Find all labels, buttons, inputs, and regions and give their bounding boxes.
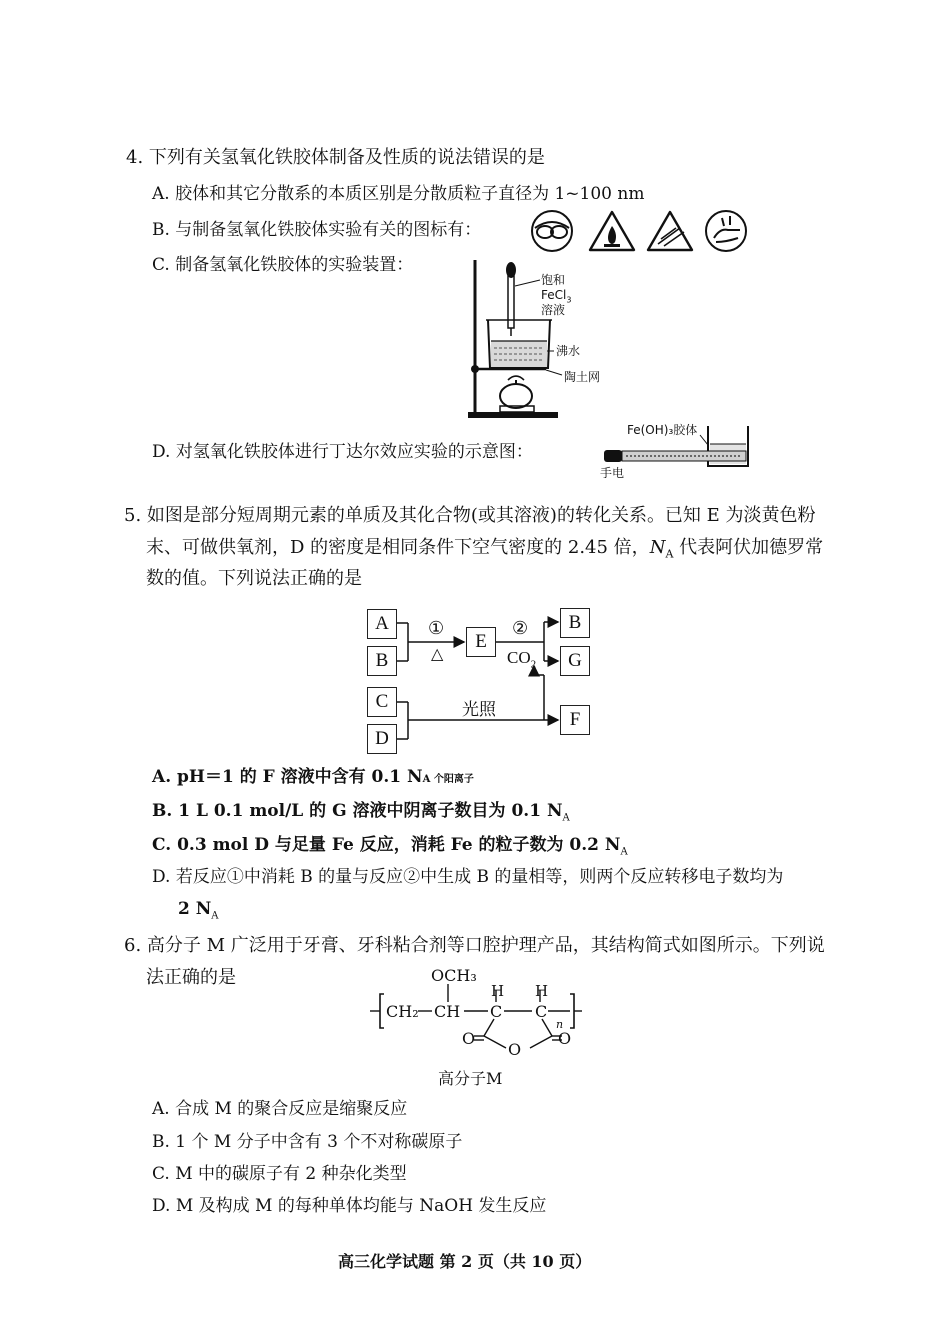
q6-option-c: C. M 中的碳原子有 2 种杂化类型 bbox=[152, 1164, 407, 1184]
q6-option-a: A. 合成 M 的聚合反应是缩聚反应 bbox=[152, 1099, 408, 1119]
ring-oxygen: O bbox=[508, 1040, 522, 1059]
q6-stem-line2: 法正确的是 bbox=[146, 967, 236, 988]
q6-option-b: B. 1 个 M 分子中含有 3 个不对称碳原子 bbox=[152, 1132, 463, 1152]
och3-group: OCH₃ bbox=[431, 966, 477, 985]
q6-stem-line1: 6. 高分子 M 广泛用于牙膏、牙科粘合剂等口腔护理产品，其结构简式如图所示。下列说 bbox=[124, 935, 825, 956]
polymer-m-caption: 高分子M bbox=[438, 1069, 503, 1088]
co2-label: $CO_2$ bbox=[507, 648, 537, 671]
q4-option-d: D. 对氢氧化铁胶体进行丁达尔效应实验的示意图： bbox=[152, 442, 533, 462]
node-a: A bbox=[367, 609, 397, 639]
q4-option-b: B. 与制备氢氧化铁胶体实验有关的图标有： bbox=[152, 220, 482, 240]
q5-stem-line3: 数的值。下列说法正确的是 bbox=[146, 568, 362, 589]
q5-option-b: B. 1 L 0.1 mol/L 的 G 溶液中阴离子数目为 0.1 $N_A$ bbox=[152, 801, 570, 824]
c-atom-1: C bbox=[490, 1002, 503, 1021]
page-footer: 高三化学试题 第 2 页（共 10 页） bbox=[338, 1252, 592, 1271]
ch-group: CH bbox=[434, 1002, 461, 1021]
hot-surface-icon bbox=[648, 212, 692, 250]
node-b: B bbox=[367, 646, 397, 676]
goggles-icon bbox=[532, 211, 572, 251]
node-d: D bbox=[367, 724, 397, 754]
q5-option-d-line1: D. 若反应①中消耗 B 的量与反应②中生成 B 的量相等，则两个反应转移电子数均为 bbox=[152, 867, 784, 887]
flame-icon bbox=[590, 212, 634, 250]
h-atom-1: H bbox=[491, 982, 505, 1000]
label-colloid: Fe(OH)₃胶体 bbox=[627, 423, 698, 437]
label-solution: 溶液 bbox=[541, 303, 566, 317]
q5-stem-line2: 末、可做供氧剂，D 的密度是相同条件下空气密度的 2.45 倍，$N_A$ 代表阿伏加德罗常 bbox=[146, 537, 824, 561]
carbonyl-o-left: O bbox=[462, 1029, 476, 1048]
q4-option-c: C. 制备氢氧化铁胶体的实验装置： bbox=[152, 255, 414, 275]
q5-option-c: C. 0.3 mol D 与足量 Fe 反应，消耗 Fe 的粒子数为 0.2 $N_A$ bbox=[152, 835, 628, 858]
q5-option-a: A. pH＝1 的 F 溶液中含有 0.1 NA 个阳离子 bbox=[152, 767, 474, 787]
reaction-2-label: ② bbox=[512, 618, 529, 639]
label-ceramic-gauze: 陶土网 bbox=[564, 370, 601, 384]
q4-stem: 4. 下列有关氢氧化铁胶体制备及性质的说法错误的是 bbox=[126, 147, 545, 168]
label-saturated: 饱和 bbox=[541, 273, 566, 287]
light-label: 光照 bbox=[462, 700, 496, 720]
node-g: G bbox=[560, 646, 590, 676]
q5-option-d-line2: 2 $N_A$ bbox=[178, 899, 219, 922]
repeat-n: n bbox=[556, 1018, 564, 1031]
node-b-product: B bbox=[560, 608, 590, 638]
carbonyl-o-right: O bbox=[558, 1029, 572, 1048]
c-atom-2: C bbox=[535, 1002, 548, 1021]
q4-option-a: A. 胶体和其它分散系的本质区别是分散质粒子直径为 1~100 nm bbox=[152, 184, 645, 204]
ch2-group: CH₂ bbox=[386, 1002, 419, 1021]
q6-option-d: D. M 及构成 M 的每种单体均能与 NaOH 发生反应 bbox=[152, 1196, 547, 1216]
label-flashlight: 手电 bbox=[600, 466, 625, 480]
h-atom-2: H bbox=[535, 982, 549, 1000]
wash-hands-icon bbox=[706, 211, 746, 251]
node-e: E bbox=[466, 627, 496, 657]
q5-stem-line1: 5. 如图是部分短周期元素的单质及其化合物(或其溶液)的转化关系。已知 E 为淡黄色粉 bbox=[124, 505, 816, 526]
label-boiling-water: 沸水 bbox=[556, 344, 581, 358]
q4-safety-icons bbox=[530, 208, 750, 254]
label-fecl3: FeCl$_3$ bbox=[541, 288, 572, 305]
node-c: C bbox=[367, 687, 397, 717]
heat-label: △ bbox=[431, 644, 444, 663]
node-f: F bbox=[560, 705, 590, 735]
tyndall-effect-diagram bbox=[600, 420, 760, 470]
reaction-1-label: ① bbox=[428, 618, 445, 639]
